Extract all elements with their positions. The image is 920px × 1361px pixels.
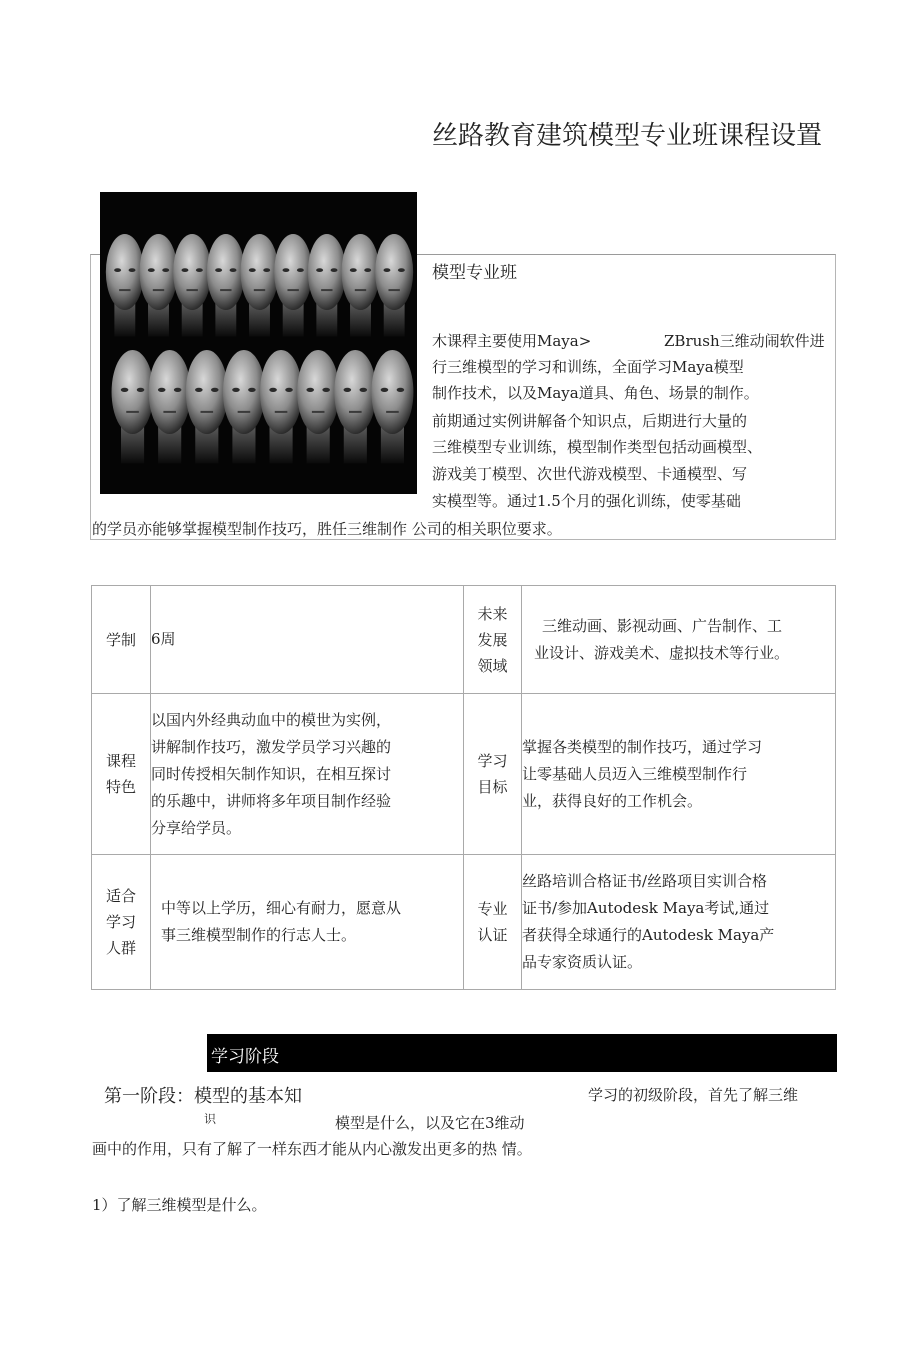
- label-goals: 学习 目标: [464, 694, 522, 855]
- intro-line: 游戏美丁模型、次世代游戏模型、卡通模型、写: [432, 465, 748, 483]
- head-figure: [112, 350, 154, 463]
- label-certification: 专业 认证: [464, 855, 522, 990]
- value-certification: 丝路培训合格证书/丝路项目实训合格 证书/参加Autodesk Maya考试,通过 者获得全球通行的Autodesk Maya产 品专家资质认证。: [522, 855, 836, 990]
- learning-stages-header: 学习阶段: [207, 1034, 837, 1072]
- stage-1-text-mid: 模型是什么，以及它在3维动: [335, 1114, 525, 1132]
- head-figure: [106, 234, 144, 337]
- value-audience: 中等以上学历，细心有耐力，愿意从 事三维模型制作的行志人士。: [151, 855, 464, 990]
- head-figure: [223, 350, 265, 463]
- head-figure: [149, 350, 191, 463]
- head-figure: [371, 350, 413, 463]
- head-figure: [342, 234, 380, 337]
- table-row: [92, 694, 836, 855]
- head-figure: [207, 234, 245, 337]
- value-features: 以国内外经典动血中的模世为实例， 讲解制作技巧，激发学员学习兴趣的 同时传授相矢制作知识，在相互探讨 的乐趣中，讲师将多年项目制作经验 分享给学员。: [151, 694, 464, 855]
- table-row: [92, 855, 836, 990]
- head-figure: [308, 234, 346, 337]
- intro-subtitle: 模型专业班: [432, 263, 517, 283]
- intro-line-1a: 木课稈主要使用Maya>: [432, 332, 592, 350]
- intro-line: 行三维模型的学习和训练，全面学习Maya模型: [432, 358, 744, 376]
- intro-line: 前期通过实例讲解备个知识点，后期进行大量的: [432, 412, 748, 430]
- head-figure: [260, 350, 302, 463]
- stage-1-text-right: 学习的初级阶段，首先了解三维: [588, 1086, 799, 1104]
- heads-photo: [100, 192, 417, 494]
- head-figure: [241, 234, 279, 337]
- label-audience: 适合 学习 人群: [92, 855, 151, 990]
- label-duration: 学制: [92, 586, 151, 694]
- head-figure: [186, 350, 228, 463]
- stage-1-text-cont: 画中的作用，只有了解了一样东西才能从内心激发出更多的热 情。: [92, 1140, 532, 1158]
- value-duration: 6周: [151, 586, 464, 694]
- intro-line-1b: ZBrush三维动闹软件进: [664, 332, 825, 350]
- intro-last-line: 的学员亦能够掌握模型制作技巧，胜任三维制作 公司的相关职位要求。: [92, 520, 562, 538]
- stage-1-title: 第一阶段：模型的基本知: [104, 1086, 302, 1107]
- head-figure: [274, 234, 312, 337]
- page-title: 丝路教育建筑模型专业班课程设置: [432, 121, 823, 151]
- value-future-field: 三维动画、影视动画、广告制作、工 业设计、游戏美术、虚拟技术等行业。: [522, 586, 836, 694]
- head-figure: [334, 350, 376, 463]
- head-figure: [375, 234, 413, 337]
- label-features: 课程 特色: [92, 694, 151, 855]
- intro-line: 实模型等。通过1.5个月的强化训练，使零基础: [432, 492, 741, 510]
- head-figure: [297, 350, 339, 463]
- stage-1-item-1: 1）了解三维模型是什么。: [92, 1196, 267, 1214]
- value-goals: 掌握各类模型的制作技巧，通过学习 让零基础人员迈入三维模型制作行 业，获得良好的工作机会。: [522, 694, 836, 855]
- course-info-table: [91, 585, 836, 990]
- head-figure: [140, 234, 178, 337]
- intro-line: 制作技术，以及Maya道具、角色、场景的制作。: [432, 384, 759, 402]
- stage-1-title-tail: 识: [204, 1112, 217, 1126]
- label-future-field: 未来 发展 领域: [464, 586, 522, 694]
- head-figure: [173, 234, 211, 337]
- table-row: [92, 586, 836, 694]
- intro-line: 三维模型专业训练，模型制作类型包括动画模型、: [432, 438, 763, 456]
